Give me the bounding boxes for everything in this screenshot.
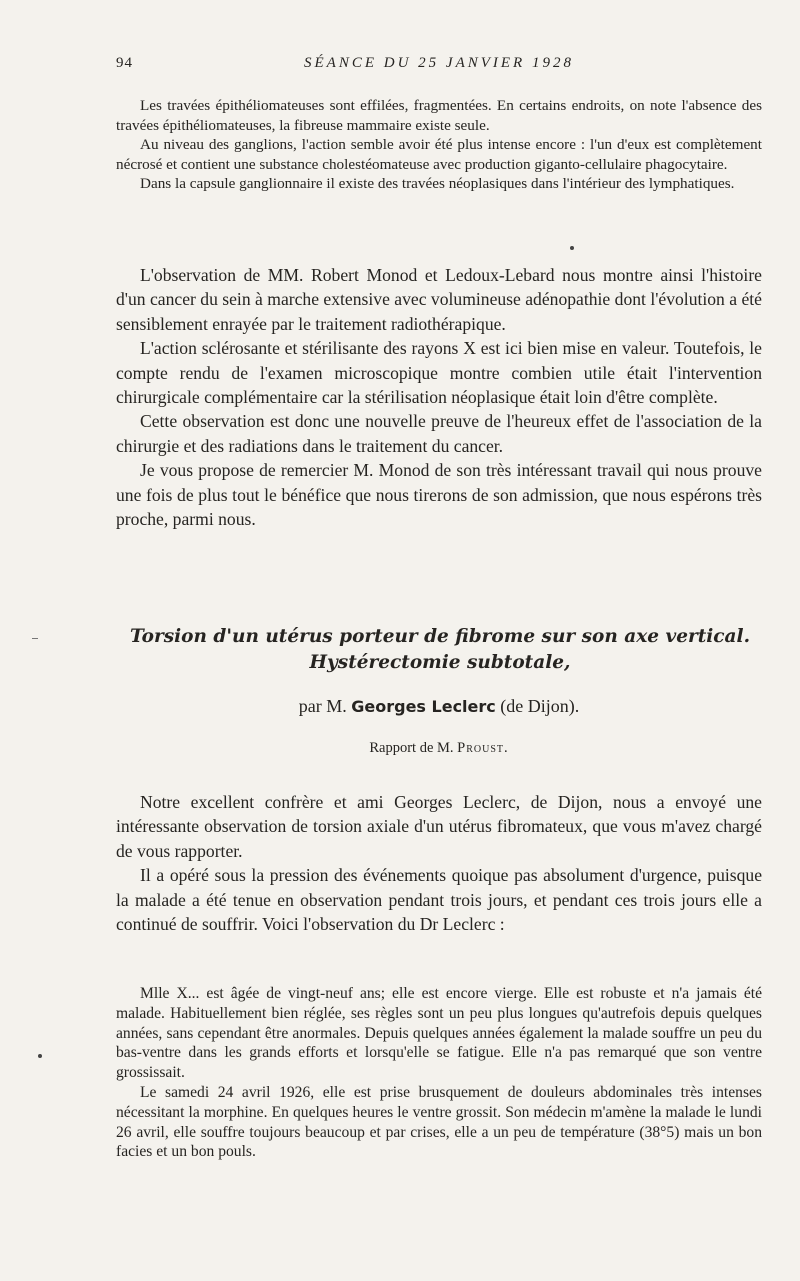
paragraph: Il a opéré sous la pression des événements quoique pas absolument d'urgence, puisque la malade a été tenue en observation pendant trois jours, et pendant ces trois jours elle a continué de souffrir. Voici l'observation du Dr Leclerc : (116, 865, 762, 935)
paragraph: Je vous propose de remercier M. Monod de son très intéressant travail qui nous prouve une fois de plus tout le bénéfice que nous tirerons de son admission, que nous espérons très proche, parmi nous. (116, 460, 762, 530)
running-title: SÉANCE DU 25 JANVIER 1928 (304, 55, 574, 71)
article-subtitle: Hystérectomie subtotale, (309, 652, 571, 673)
paragraph: Notre excellent confrère et ami Georges Leclerc, de Dijon, nous a envoyé une intéressante observation de torsion axiale d'un utérus fibromateux, que vous m'avez chargé de vous rapporter. (116, 792, 762, 861)
print-mark (32, 638, 38, 639)
paragraph: Dans la capsule ganglionnaire il existe des travées néoplasiques dans l'intérieur des lymphatiques. (140, 175, 735, 193)
paragraph: L'observation de MM. Robert Monod et Ledoux-Lebard nous montre ainsi l'histoire d'un cancer du sein à marche extensive avec volumineuse adénopathie dont l'évolution a été sensiblement enrayée par le traitement radiothérapique. (116, 265, 762, 334)
rapport-line (116, 740, 762, 757)
article-title (100, 624, 780, 676)
byline-prefix: par M. (298, 696, 347, 716)
paragraph: Mlle X... est âgée de vingt-neuf ans; elle est encore vierge. Elle est robuste et n'a jamais été malade. Habituellement bien réglée, ses règles sont un peu plus longues qu'autrefois depuis quelques années, sans cependant être anormales. Depuis quelques années également la malade souffre un peu du bas-ventre dans les grands efforts et lorsqu'elle se fatigue. Elle n'a pas remarqué que son ventre grossissait. (116, 985, 762, 1082)
report-paragraphs (116, 790, 762, 936)
paragraph: Au niveau des ganglions, l'action semble avoir été plus intense encore : l'un d'eux est complètement nécrosé et contient une substance cholestéomateuse avec production giganto-cellulaire phagocytaire. (116, 136, 762, 173)
byline-suffix: (de Dijon). (500, 696, 580, 716)
paragraph: L'action sclérosante et stérilisante des rayons X est ici bien mise en valeur. Toutefois, le compte rendu de l'examen microscopique montre combien utile était l'intervention chirurgicale complémentaire car la stérilisation néoplasique était loin d'être complète. (116, 338, 762, 408)
conclusion-paragraphs (116, 263, 762, 531)
print-speck (570, 246, 574, 250)
rapport-prefix: Rapport de M. (369, 740, 454, 756)
article-title-line: Torsion d'un utérus porteur de fibrome sur son axe vertical. (129, 626, 751, 647)
paragraph: Cette observation est donc une nouvelle preuve de l'heureux effet de l'association de la chirurgie et des radiations dans le traitement du cancer. (116, 411, 762, 456)
author-name: Georges Leclerc (351, 697, 496, 716)
rapporteur-name: Proust. (457, 740, 509, 756)
page-number: 94 (116, 55, 133, 71)
byline (116, 696, 762, 717)
paragraph: Le samedi 24 avril 1926, elle est prise brusquement de douleurs abdominales très intenses nécessitant la morphine. En quelques heures le ventre grossit. Son médecin m'amène la malade le lundi 26 avril, elle souffre toujours beaucoup et par crises, elle a un peu de température (38°5) mais un bon facies et un bon pouls. (116, 1083, 762, 1161)
print-speck (38, 1054, 42, 1058)
case-observation (116, 984, 762, 1162)
paragraph: Les travées épithéliomateuses sont effilées, fragmentées. En certains endroits, on note l'absence des travées épithéliomateuses, la fibreuse mammaire existe seule. (116, 97, 762, 134)
histology-paragraphs (116, 96, 762, 194)
